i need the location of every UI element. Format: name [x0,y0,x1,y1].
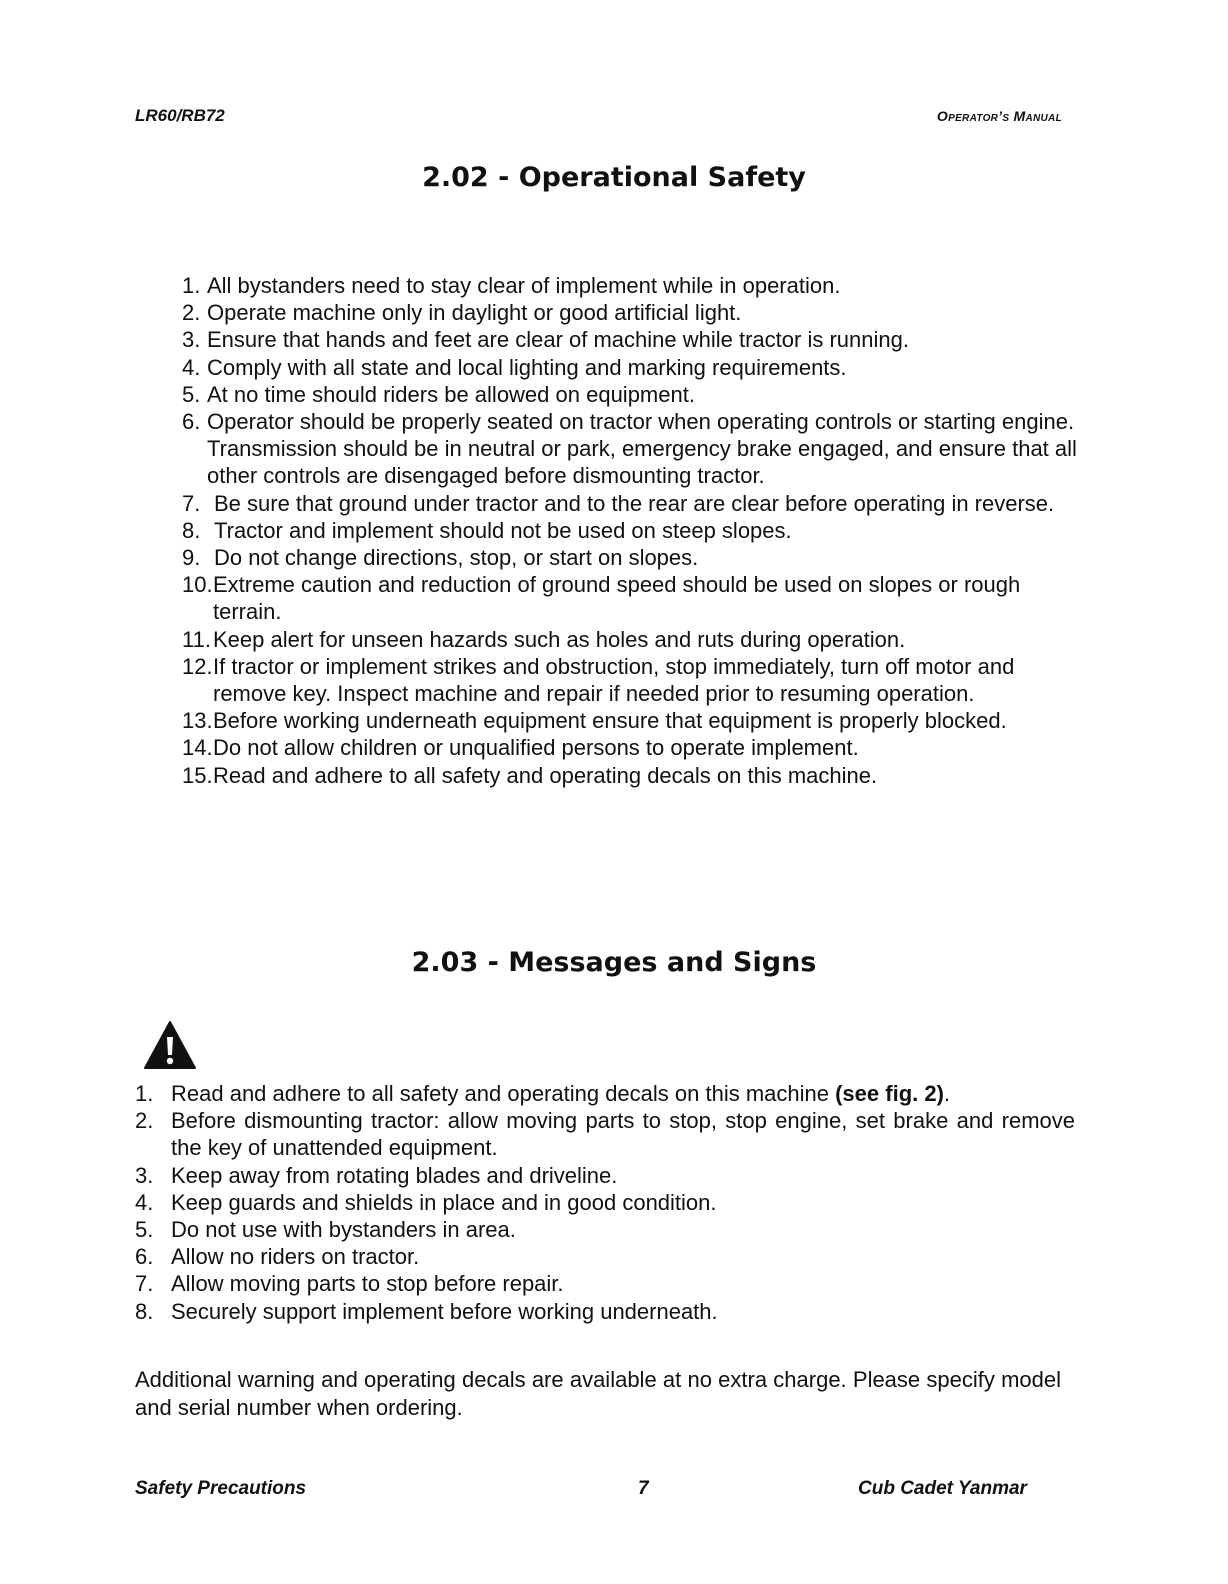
item-number: 13. [182,708,213,734]
item-number: 1. [135,1081,154,1106]
item-text: Keep guards and shields in place and in good condition. [171,1189,717,1215]
footer-brand: Cub Cadet Yanmar [858,1478,1027,1499]
item-number: 8. [182,517,201,543]
item-number: 6. [182,409,201,435]
item-text: At no time should riders be allowed on equipment. [207,381,695,407]
list-item [135,1298,1075,1325]
operational-safety-list [182,272,1082,789]
item-text: Securely support implement before working underneath. [171,1298,718,1324]
item-number: 4. [135,1189,154,1215]
item-number: 14. [182,735,213,761]
item-text: Do not use with bystanders in area. [171,1217,516,1243]
list-item [182,299,1082,326]
list-item [135,1107,1075,1161]
item-number: 8. [135,1298,154,1324]
item-text: Comply with all state and local lighting and marking requirements. [207,354,847,380]
list-item [182,354,1082,381]
item-text: Ensure that hands and feet are clear of machine while tractor is running. [207,327,909,353]
list-item [182,517,1082,544]
list-item [182,571,1082,625]
list-item [182,381,1082,408]
item-number: 12. [182,653,213,679]
item-text: Keep alert for unseen hazards such as holes and ruts during operation. [213,626,906,652]
header-model: LR60/RB72 [135,106,225,125]
list-item [135,1080,1075,1107]
item-number: 9. [182,545,201,571]
item-text: Extreme caution and reduction of ground speed should be used on slopes or rough terrain. [213,572,1021,625]
item-number: 10. [182,572,213,598]
item-text: Operator should be properly seated on tractor when operating controls or starting engine. Transmission should be in neutral or park, emergency brake engaged, and ensure that all other controls are disengaged before dismounting tractor. [207,409,1077,489]
warning-triangle-icon [143,1020,197,1070]
item-number: 3. [135,1162,154,1188]
list-item [135,1189,1075,1216]
item-number: 1. [182,273,201,298]
list-item [135,1162,1075,1189]
footer-section-name: Safety Precautions [135,1478,307,1499]
item-number: 2. [182,300,201,326]
item-text: Before working underneath equipment ensure that equipment is properly blocked. [213,708,1007,734]
item-text: Keep away from rotating blades and driveline. [171,1162,618,1188]
list-item [182,707,1082,734]
item-text: Before dismounting tractor: allow moving parts to stop, stop engine, set brake and remove the key of unattended equipment. [171,1108,1075,1161]
item-text: Allow no riders on tractor. [171,1244,420,1270]
messages-and-signs-list [135,1080,1075,1325]
footer-page-number: 7 [638,1478,649,1499]
item-text: Do not allow children or unqualified persons to operate implement. [213,735,859,761]
header-manual-title: Operator’s Manual [936,108,1062,124]
item-text: Allow moving parts to stop before repair. [171,1271,564,1297]
list-item [182,272,1082,299]
list-item [135,1270,1075,1297]
item-number: 7. [182,490,201,516]
list-item [182,626,1082,653]
section-title-operational-safety: 2.02 - Operational Safety [422,162,806,193]
item-number: 5. [135,1217,154,1243]
list-item [182,653,1082,707]
item-text: Operate machine only in daylight or good artificial light. [207,300,742,326]
item-text: If tractor or implement strikes and obstruction, stop immediately, turn off motor and remove key. Inspect machine and repair if needed prior to resuming operation. [213,653,1015,707]
item-number: 3. [182,327,201,353]
list-item [135,1216,1075,1243]
list-item [182,544,1082,571]
item-text: Read and adhere to all safety and operating decals on this machine [171,1081,836,1106]
item-text: All bystanders need to stay clear of implement while in operation. [207,273,841,298]
list-item [182,490,1082,517]
item-text-end: . [943,1081,951,1106]
list-item [135,1243,1075,1270]
item-text: Be sure that ground under tractor and to the rear are clear before operating in reverse. [214,490,1055,516]
list-item [182,326,1082,353]
list-item [182,762,1082,789]
item-number: 15. [182,762,213,788]
closing-paragraph: Additional warning and operating decals are available at no extra charge. Please specify model and serial number when ordering. [135,1367,1061,1420]
item-number: 11. [182,626,211,652]
item-number: 5. [182,381,201,407]
item-number: 2. [135,1108,154,1134]
section-title-messages-and-signs: 2.03 - Messages and Signs [411,947,817,978]
item-text: Tractor and implement should not be used on steep slopes. [214,517,792,543]
list-item [182,734,1082,761]
item-number: 6. [135,1244,154,1270]
item-text: Do not change directions, stop, or start on slopes. [214,545,699,571]
list-item [182,408,1082,490]
item-number: 7. [135,1271,154,1297]
item-number: 4. [182,354,201,380]
item-text: Read and adhere to all safety and operating decals on this machine. [213,762,878,788]
figure-reference: (see fig. 2) [835,1081,944,1106]
